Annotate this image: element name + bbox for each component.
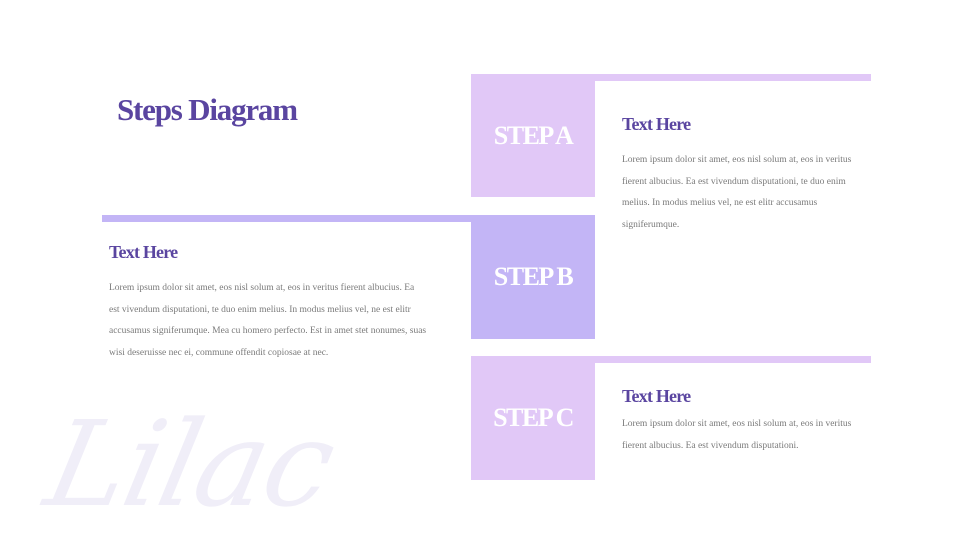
step-c-body: Lorem ipsum dolor sit amet, eos nisl solum at, eos in veritus fierent albucius. Ea est vivendum disputationi. — [622, 419, 852, 451]
step-a-heading: Text Here — [622, 114, 691, 134]
step-b-box — [471, 215, 595, 339]
step-b-label: STEP B — [493, 262, 573, 291]
step-b-body: Lorem ipsum dolor sit amet, eos nisl solum at, eos in veritus fierent albucius. Ea est vivendum disputationi, te duo enim melius. In modus melius vel, ne est elitr accusamus signiferumque. Mea cu homero perfecto. Est in amet stet nonumes, suas wisi deseruisse nec ei, commune offendit copiosae at nec. — [109, 283, 427, 358]
step-c-heading: Text Here — [622, 386, 691, 406]
step-c-label: STEP C — [493, 403, 573, 432]
step-a-body: Lorem ipsum dolor sit amet, eos nisl solum at, eos in veritus fierent albucius. Ea est vivendum disputationi, te duo enim melius. In modus melius vel, ne est elitr accusamus signiferumque. — [622, 155, 852, 230]
step-a-label: STEP A — [493, 120, 573, 150]
step-b-heading: Text Here — [109, 242, 178, 262]
step-a-box — [471, 74, 595, 197]
lilac-watermark: Lilac — [35, 395, 345, 533]
step-c-box — [471, 356, 595, 480]
slide-title: Steps Diagram — [117, 92, 297, 127]
